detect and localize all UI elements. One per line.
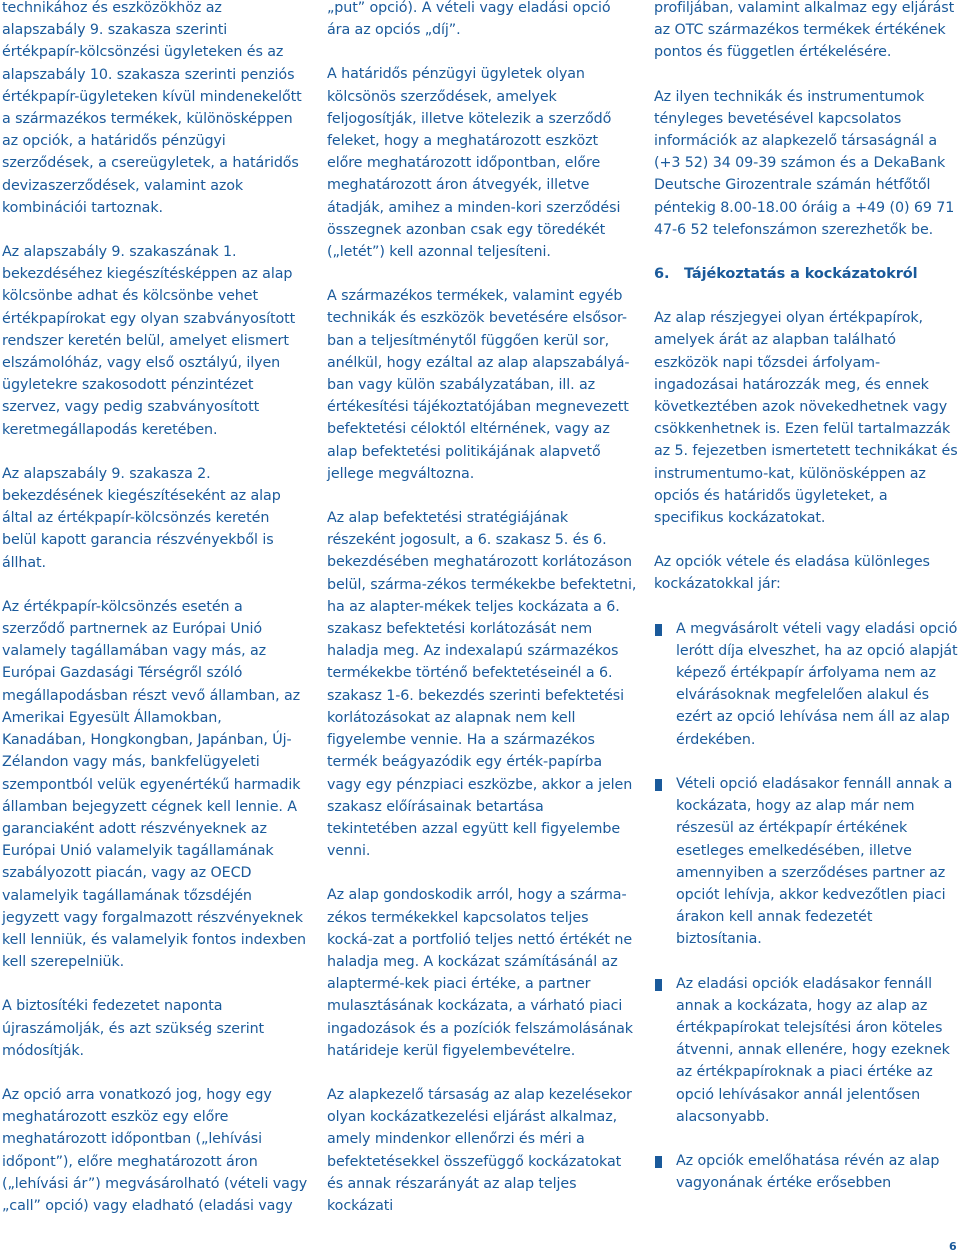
paragraph: Az alapszabály 9. szakaszának 1. bekezdéséhez kiegészítésképpen az alap kölcsönbe adhat és kölcsönbe vehet értékpapírokat egy olyan szabványosított rendszer keretén belül, amelyet elismert elszámolóház, vagy első osztályú, ilyen ügyletekre szakosodott pénzintézet szervez, vagy pedig szabványosított keretmegállapodás keretében. [2,244,296,438]
square-bullet-icon [655,1156,662,1168]
bullet-item [654,618,960,751]
bullet-item [654,773,960,951]
paragraph: Az alap befektetési stratégiájának részeként jogosult, a 6. szakasz 5. és 6. bekezdésében meghatározott korlátozáson belül, szárma-zékos termékekbe befektetni, ha az alapter-mékek teljes kockázata a 6. szakasz befektetési korlátozását nem haladja meg. Az indexalapú származékos termékekbe történő befektetéseinél a 6. szakasz 1-6. bekezdés szerinti befektetési korlátozásokat az alapnak nem kell figyelembe vennie. Ha a származékos termék beágyazódik egy érték-papírba vagy egy pénzpiaci eszközbe, akkor a jelen szakasz előírásainak betartása tekintetében azzal együtt kell figyelembe venni. [327,510,637,860]
paragraph: Az alap gondoskodik arról, hogy a szárma-zékos termékekkel kapcsolatos teljes kocká-zat a portfolió teljes nettó értékét ne haladja meg. A kockázat számításánál az alaptermé-kek piaci értéke, a partner mulasztásának kockázata, a várható piaci ingadozások és a pozíciók felszámolásának határideje kerül figyelembevételre. [327,887,633,1059]
square-bullet-icon [655,624,662,636]
bullet-text: Vételi opció eladásakor fennáll annak a kockázata, hogy az alap már nem részesül az értékpapír értékének esetleges emelkedésében, illetve amennyiben a szerződéses partner az opciót lehívja, akkor kedvezőtlen piaci árakon kell annak fedezetét biztosítania. [676,775,953,948]
paragraph: A határidős pénzügyi ügyletek olyan kölcsönös szerződések, amelyek feljogosítják, illetve kötelezik a szerződő feleket, hogy a meghatározott eszközt előre meghatározott időpontban, előre meghatározott áron átvegyék, illetve átadják, amihez a minden-kori szerződési összegnek azonban csak egy töredékét („letét”) kell azonnal teljesíteni. [327,66,621,261]
paragraph: „put” opció). A vételi vagy eladási opció ára az opciós „díj”. [327,0,611,39]
paragraph: Az opció arra vonatkozó jog, hogy egy meghatározott eszköz egy előre meghatározott időpontban („lehívási időpont”), előre meghatározott áron („lehívási ár”) megvásárolható (vételi vagy „call” opció) vagy eladható (eladási vagy [2,1086,308,1214]
section-title: Tájékoztatás a kockázatokról [684,266,918,283]
column-right [654,0,960,1216]
section-number: 6. [654,266,670,283]
column-left [2,0,308,1239]
bullet-text: Az eladási opciók eladásakor fennáll annak a kockázata, hogy az alap az értékpapírokat telejsítési áron köteles átvenni, annak ellenére, hogy ezeknek az értékpapíroknak a piaci értéke az opció lehívásakor annál jelentősen alacsonyabb. [676,975,950,1125]
square-bullet-icon [655,979,662,991]
bullet-item [654,1150,960,1194]
bullet-item [654,973,960,1128]
square-bullet-icon [655,779,662,791]
paragraph: A származékos termékek, valamint egyéb technikák és eszközök bevetésére elsősor-ban a teljesítménytől függően kerül sor, anélkül, hogy ezáltal az alap alapszabályá-ban vagy külön szabályzatában, ill. az értékesítési tájékoztatójában megnevezett befektetési céloktól eltérnének, vagy az alap befektetési politikájának alapvető jellege megváltozna. [327,288,630,482]
paragraph: Az ilyen technikák és instrumentumok tényleges bevetésével kapcsolatos információk az alapkezelő társaságnál a (+3 52) 34 09-39 számon és a DekaBank Deutsche Girozentrale számán hétfőtől péntekig 8.00-18.00 óráig a +49 (0) 69 71 47-6 52 telefonszámon szerezhetők be. [654,88,955,238]
paragraph: Az opciók vétele és eladása különleges kockázatokkal jár: [654,554,930,593]
paragraph: Az alapkezelő társaság az alap kezelésekor olyan kockázatkezelési eljárást alkalmaz, amely mindenkor ellenőrzi és méri a befektetésekkel összefüggő kockázatokat és annak részarányát az alap teljes kockázati [327,1086,632,1214]
paragraph: Az alapszabály 9. szakasza 2. bekezdésének kiegészítéseként az alap által az értékpapír-kölcsönzés keretén belül kapott garancia részvényekből is állhat. [2,465,281,571]
section-heading [654,263,960,285]
paragraph: Az alap részjegyei olyan értékpapírok, amelyek árát az alapban található eszközök napi tőzsdei árfolyam-ingadozásai határozzák meg, és ennek következtében azok növekedhetnek vagy csökkenhetnek is. Ezen felül tartalmazzák az 5. fejezetben ismertetett technikákat és instrumentumo-kat, különösképpen az opciós és határidős ügyleteket, a specifikus kockázatokat. [654,310,958,527]
bullet-text: A megvásárolt vételi vagy eladási opció lerótt díja elveszhet, ha az opció alapját képező értékpapír árfolyama nem az elvárásoknak megfelelően alakul és ezért az opció lehívása nem áll az alap érdekében. [676,620,958,748]
paragraph: technikához és eszközökhöz az alapszabály 9. szakasza szerinti értékpapír-kölcsönzési ügyleteken és az alapszabály 10. szakasza szerinti penziós értékpapír-ügyleteken kívül mindenekelőtt a származékos termékek, különösképpen az opciók, a határidős pénzügyi szerződések, a csereügyletek, a határidős devizaszerződések, valamint azok kombinációi tartoznak. [2,0,302,216]
page-number: 6 [949,1240,957,1253]
paragraph: profiljában, valamint alkalmaz egy eljárást az OTC származékos termékek értékének pontos és független értékelésére. [654,0,955,61]
bullet-text: Az opciók emelőhatása révén az alap vagyonának értéke erősebben [676,1152,940,1192]
paragraph: A biztosítéki fedezetet naponta újraszámolják, és azt szükség szerint módosítják. [2,998,265,1059]
paragraph: Az értékpapír-kölcsönzés esetén a szerződő partnernek az Európai Unió valamely tagállamában vagy más, az Európai Gazdasági Térségről szóló megállapodásban részt vevő államban, az Amerikai Egyesült Államokban, Kanadában, Hongkongban, Japánban, Új-Zélandon vagy más, bankfelügyeleti szempontból velük egyenértékű harmadik államban bejegyzett cégnek kell lennie. A garanciaként adott részvényeknek az Európai Unió valamelyik tagállamának szabályozott piacán, vagy az OECD valamelyik tagállamának tőzsdéjén jegyzett vagy forgalmazott részvényeknek kell lenniük, és valamelyik fontos indexben kell szerepelniük. [2,598,306,971]
column-middle [327,0,637,1239]
